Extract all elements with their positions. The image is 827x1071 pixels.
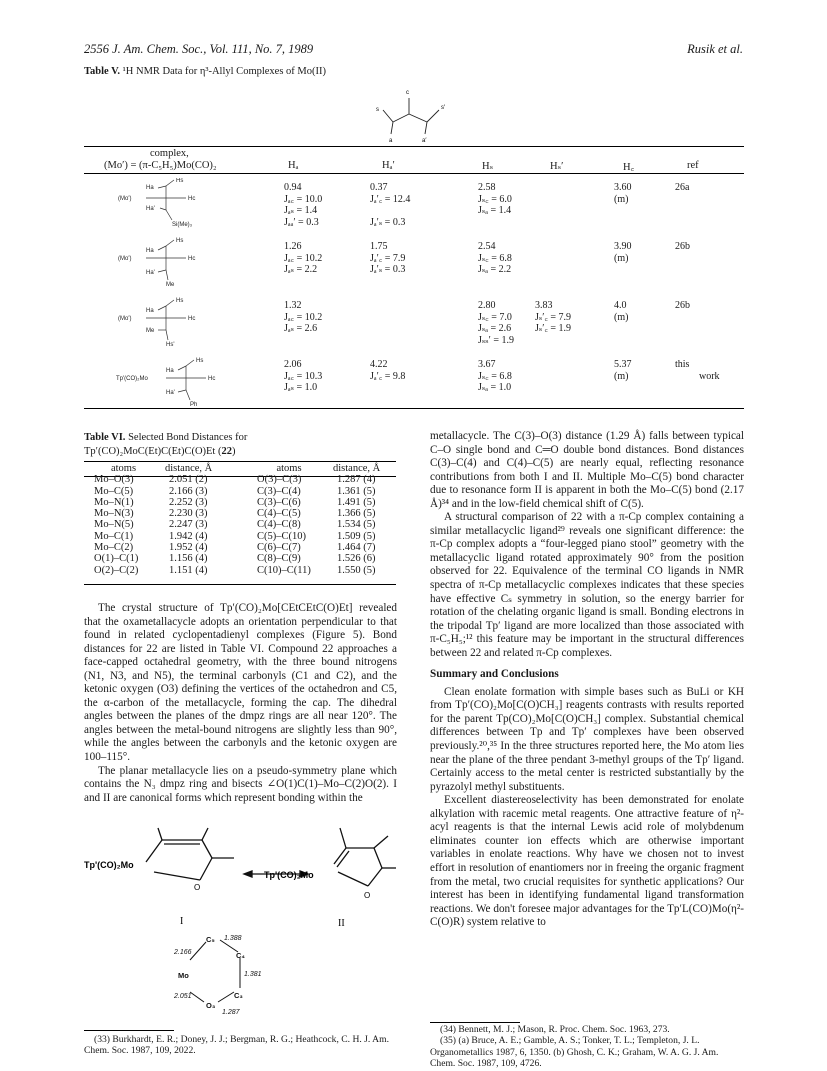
right-footnote-rule: [430, 1022, 520, 1023]
t5-cell: 3.60: [614, 182, 632, 193]
t5-cell: (m): [614, 370, 629, 382]
s1-hc: Hc: [188, 196, 196, 202]
t5-cell: Jₐₛ = 1.4: [284, 205, 318, 216]
table6-cell: Mo–C(5): [94, 485, 134, 497]
s4-hs: Hs: [196, 358, 204, 364]
table6-cell: 1.534 (5): [337, 519, 376, 531]
t5-r4-hap: [370, 359, 405, 382]
footnote-34: (34) Bennett, M. J.; Mason, R. Proc. Chem. Soc. 1963, 273.: [440, 1024, 670, 1035]
table6-row: [84, 553, 396, 564]
s1-mo: (Mo'): [118, 196, 132, 202]
table6-cell: C(6)–C(7): [257, 542, 301, 554]
table5-header-hc: H꜀: [623, 162, 635, 173]
table6-col-distance-2: distance, Å: [333, 463, 381, 474]
allyl-label-s-prime: s′: [441, 105, 446, 111]
table6-header-row: [84, 463, 396, 474]
t5-cell: 3.67: [478, 359, 496, 370]
table5-header-ref: ref: [687, 160, 699, 171]
s2-hs: Hs: [176, 238, 184, 244]
resonance-scheme: [84, 820, 396, 1020]
s2-sub: Me: [166, 282, 175, 288]
left-column: [84, 602, 397, 805]
t5-cell: Jₐ′꜀ = 7.9: [370, 252, 406, 264]
table5-header-hsp: Hₛ′: [550, 161, 564, 172]
t5-cell: 4.0: [614, 300, 627, 311]
t5-cell: Jₐₛ = 2.6: [284, 323, 318, 334]
scheme-o-left: O: [194, 883, 201, 892]
table6-cell: 1.952 (4): [169, 542, 208, 554]
t5-cell: 3.83: [535, 300, 553, 311]
table6-row: [84, 497, 396, 508]
t5-cell: Jₛ′꜀ = 1.9: [535, 323, 572, 334]
t5-r1-hs: [478, 182, 512, 217]
ring-c5: C₅: [206, 935, 215, 944]
table6-row: [84, 542, 396, 553]
ring-o3: O₃: [206, 1001, 216, 1010]
table6-cell: O(3)–C(3): [257, 474, 302, 486]
t5-r4-hs: [478, 359, 512, 394]
s3-hs: Hs: [176, 298, 184, 304]
table6-cell: 1.526 (6): [337, 553, 376, 565]
table6-cell: C(8)–C(9): [257, 553, 301, 565]
running-header-left: 2556 J. Am. Chem. Soc., Vol. 111, No. 7, 1989: [84, 42, 314, 56]
allyl-label-a-prime: a′: [422, 138, 427, 144]
allyl-label-s: s: [376, 107, 379, 113]
table6-cell: C(4)–C(5): [257, 508, 301, 520]
table6-cell: 1.287 (4): [337, 474, 376, 486]
table6-cell: Mo–N(5): [94, 519, 134, 531]
scheme-label-right: Tp'(CO)₂Mo: [264, 870, 314, 880]
table6-cell: Mo–C(1): [94, 530, 134, 542]
t5-cell: Jₛₛ′ = 1.9: [478, 334, 514, 346]
table6-caption-label: Table VI.: [84, 432, 126, 443]
t5-r3-ref: 26b: [675, 300, 690, 311]
t5-cell: this: [675, 359, 690, 370]
t5-cell: Jₐ꜀ = 10.2: [284, 311, 323, 323]
table6-col-atoms: atoms: [110, 463, 137, 474]
ring-d5: 1.287: [222, 1009, 240, 1016]
t5-cell: Jₐ′ₛ = 0.3: [370, 216, 406, 228]
t5-cell: Jₛ꜀ = 6.8: [478, 370, 512, 382]
table6-cell: 1.361 (5): [337, 485, 376, 497]
table6-row: [84, 474, 396, 485]
left-footnote-rule: [84, 1030, 174, 1031]
t5-r3-hc: [614, 300, 628, 323]
allyl-label-c: c: [406, 90, 409, 96]
t5-cell: Jₐₛ = 1.0: [284, 382, 318, 393]
t5-r2-hc: [614, 241, 632, 264]
t5-cell: 1.75: [370, 241, 388, 252]
t5-r3-hsp: [535, 300, 571, 335]
allyl-label-a: a: [389, 138, 393, 144]
t5-cell: Jₛₐ = 1.4: [478, 205, 512, 216]
t5-cell: work: [699, 370, 720, 382]
s2-mo: (Mo'): [118, 256, 132, 262]
table6-cell: C(5)–C(10): [257, 530, 306, 542]
t5-cell: Jₐₛ = 2.2: [284, 264, 318, 275]
table6-cell: 2.252 (3): [169, 496, 208, 508]
t5-cell: Jₛ′꜀ = 7.9: [535, 311, 572, 323]
t5-cell: 2.80: [478, 300, 496, 311]
t5-r2-hs: [478, 241, 512, 276]
table6-cell: C(3)–C(6): [257, 496, 301, 508]
table6-cell: 2.166 (3): [169, 485, 208, 497]
table6-cell: 2.051 (2): [169, 474, 208, 486]
left-paragraph-1: The crystal structure of Tp′(CO)₂Mo[CEtCEtC(O)Et] revealed that the oxametallacycle adopts an orientation perpendicular to that found in related cyclopentadienyl complexes (Figure 5). Bond distances for 22 are listed in Table VI. Compound 22 approaches a face-capped octahedral geometry, with the three bound nitrogens (N1, N3, and N5), the terminal carbonyls (C1 and C2), and the ketonic oxygen (O3) defining the vertices of the octahedron and C5, the α-carbon of the metallacycle, forming the cap. The dihedral angles between the planes of the dmpz rings are all near 120°. The angles between the metal-bound nitrogens are slightly less than 90°, while the angles between the carbonyls and the ketonic oxygen are 100–115°.: [84, 602, 397, 764]
ring-d4: 2.051: [174, 993, 192, 1000]
table6-cell: C(10)–C(11): [257, 564, 311, 576]
table5-header-hap: Hₐ′: [382, 160, 395, 171]
t5-r2-ha: [284, 241, 322, 276]
table6-cell: C(3)–C(4): [257, 485, 301, 497]
table6-cell: Mo–N(1): [94, 496, 134, 508]
t5-cell: Jₐₐ′ = 0.3: [284, 216, 319, 228]
t5-cell: 0.37: [370, 182, 388, 193]
t5-r1-ha: [284, 182, 322, 228]
right-paragraph-2: A structural comparison of 22 with a π-Cp complex containing a similar metallacyclic ligand²⁹ reveals one significant difference: the π-Cp complex adopts a “four-legged piano stool” geometry with the metallacyclic ligand rotated approximately 90° from the position observed for 22. Equivalence of the terminal CO ligands in NMR spectra of π-Cp metallacyclic complexes indicates that these species have effective Cₛ symmetry in solution, so the energy barrier for rotation of the chelating organic ligand is small. Bonding electrons in the tripodal Tp′ ligand are more localized than those associated with π-C₅H₅;¹² this feature may be important in the structural differences between 22 and related π-Cp complexes.: [430, 511, 744, 659]
t5-cell: Jₛₐ = 2.6: [478, 323, 512, 334]
s4-sub: Ph: [190, 402, 198, 406]
table6-caption-2: [84, 446, 235, 457]
table5-top-rule: [84, 146, 744, 147]
ring-d2: 2.166: [174, 949, 192, 956]
table6-cell: 1.550 (5): [337, 564, 376, 576]
t5-cell: (m): [614, 311, 629, 323]
t5-cell: 2.54: [478, 241, 496, 252]
table6-cell: 1.509 (5): [337, 530, 376, 542]
table6-body: [84, 474, 396, 576]
t5-r4-ref: [675, 359, 720, 382]
table6-cell: Mo–N(3): [94, 508, 134, 520]
ring-mo: Mo: [178, 971, 189, 980]
table6-cell: 2.230 (3): [169, 508, 208, 520]
table5-header-complex-1: complex,: [150, 148, 189, 159]
right-paragraph-4: Excellent diastereoselectivity has been demonstrated for enolate alkylation with racemic metal reagents. One attractive feature of η²-acyl reagents is that the internal Lewis acid role of molybdenum eliminates counter ion effects which are otherwise important variables in enolate reactions. Why have we chosen not to invest effort in resolution of enantiomers nor in freeing the organic fragment from the metal, two crucial requisites for synthetic applications? Our interest has been in identifying fundamental ligand transformation reactions. We don't foresee major advantages for the Tp′L(CO)Mo(η²-C(O)R) system relative to: [430, 794, 744, 929]
t5-cell: 0.94: [284, 182, 302, 193]
table6-cell: 1.151 (4): [169, 564, 208, 576]
left-paragraph-2: The planar metallacycle lies on a pseudo-symmetry plane which contains the N₃ dmpz ring and bisects ∠O(1)C(1)–Mo–C(2)O(2). I and II are canonical forms which represent bonding within the: [84, 764, 397, 804]
t5-cell: Jₐ꜀ = 10.3: [284, 370, 323, 382]
table5-header-ha: Hₐ: [288, 160, 299, 171]
table6-caption-formula: Tp′(CO)₂MoC(Et)C(Et)C(O)Et (: [84, 446, 222, 457]
t5-r1-hc: [614, 182, 632, 205]
s1-hap: Ha': [146, 206, 155, 212]
t5-r3-hs: [478, 300, 514, 346]
t5-cell: (m): [614, 252, 629, 264]
t5-cell: [370, 205, 410, 217]
t5-cell: Jₐ′꜀ = 9.8: [370, 370, 406, 382]
table6-caption-num: 22: [221, 446, 232, 457]
table6-cell: 1.366 (5): [337, 508, 376, 520]
t5-cell: Jₛₐ = 2.2: [478, 264, 512, 275]
s4-ha: Ha: [166, 368, 174, 374]
table6: [84, 463, 396, 576]
s2-hap: Ha': [146, 270, 155, 276]
t5-cell: 5.37: [614, 359, 632, 370]
table6-cell: 2.247 (3): [169, 519, 208, 531]
t5-cell: Jₐ′ₛ = 0.3: [370, 264, 406, 275]
table6-cell: O(2)–C(2): [94, 564, 139, 576]
scheme-o-right: O: [364, 891, 371, 900]
ring-d3: 1.381: [244, 971, 262, 978]
scheme-roman-1: I: [180, 916, 184, 927]
footnote-33: (33) Burkhardt, E. R.; Doney, J. J.; Bergman, R. G.; Heathcock, C. H. J. Am. Chem. Soc. 1987, 109, 2022.: [84, 1034, 389, 1057]
table6-cell: C(4)–C(8): [257, 519, 301, 531]
s2-hc: Hc: [188, 256, 196, 262]
ring-c3: C₃: [234, 991, 243, 1000]
table6-cell: 1.491 (5): [337, 496, 376, 508]
table6-grid: [84, 463, 396, 576]
t5-cell: Jₐ꜀ = 10.0: [284, 193, 323, 205]
table6-col-atoms-2: atoms: [276, 463, 302, 474]
s4-hap: Ha': [166, 390, 175, 396]
ring-c4: C₄: [236, 951, 245, 960]
t5-cell: 1.26: [284, 241, 302, 252]
table5-header-rule: [84, 173, 744, 174]
t5-cell: 2.06: [284, 359, 302, 370]
t5-cell: 4.22: [370, 359, 388, 370]
s3-hc: Hc: [188, 316, 196, 322]
t5-r1-hap: [370, 182, 410, 228]
table5-header-hs: Hₛ: [482, 161, 494, 172]
table6-caption-1: [84, 432, 247, 443]
scheme-label-left: Tp'(CO)₂Mo: [84, 860, 134, 870]
table6-caption-end: ): [231, 446, 236, 457]
running-header-right: Rusik et al.: [687, 42, 743, 56]
table5-caption-text: ¹H NMR Data for η³-Allyl Complexes of Mo(II): [120, 66, 327, 77]
table6-cell: 1.942 (4): [169, 530, 208, 542]
t5-cell: Jₐ′꜀ = 12.4: [370, 193, 411, 205]
t5-cell: Jₐ꜀ = 10.2: [284, 252, 323, 264]
table5-bottom-rule: [84, 408, 744, 409]
right-paragraph-3: Clean enolate formation with simple bases such as BuLi or KH from Tp′(CO)₂Mo[C(O)CH₃] reagents contrasts with results reported for the parent Tp(CO)₂Mo[C(O)CH₃] complex. Substantial chemical differences between Tp and Tp′ complexes have been observed previously.²⁰,³⁵ In the three structures reported here, the Mo atom lies near the plane of the three pendant 3-methyl groups of the Tp′ ligand. Certainly access to the metal center is restricted substantially by the pyrazolyl methyl substituents.: [430, 685, 744, 793]
table6-row: [84, 508, 396, 519]
table6-row: [84, 565, 396, 576]
table6-cell: O(1)–C(1): [94, 553, 139, 565]
t5-cell: Jₛ꜀ = 6.0: [478, 193, 512, 205]
right-paragraph-1: metallacycle. The C(3)–O(3) distance (1.29 Å) falls between typical C–O single bond and C═O double bond distances. Bond distances C(3)–C(4) and C(4)–C(5) are nearly equal, reflecting resonance contributions from both I and II. Multiple Mo–C(5) bond character due to resonance form II is apparent in both the Mo–C(5) bond (2.17 Å)³⁴ and in the low-field chemical shift of C(5).: [430, 430, 744, 510]
table6-col-distance: distance, Å: [165, 463, 213, 474]
t5-r4-ha: [284, 359, 322, 394]
s2-ha: Ha: [146, 248, 154, 254]
t5-cell: 1.32: [284, 300, 302, 311]
s3-me: Me: [146, 328, 155, 334]
table5-header-complex-2: (Mo′) = (π-C₅H₅)Mo(CO)₂: [104, 160, 217, 171]
table6-cell: 1.464 (7): [337, 542, 376, 554]
t5-r3-ha: [284, 300, 322, 335]
table6-row: [84, 519, 396, 530]
t5-cell: Jₛₐ = 1.0: [478, 382, 512, 393]
s3-ha: Ha: [146, 308, 154, 314]
table6-bottom-rule: [84, 584, 396, 585]
table6-row: [84, 486, 396, 497]
scheme-roman-2: II: [338, 918, 345, 929]
s4-hc: Hc: [208, 376, 216, 382]
s1-hs: Hs: [176, 178, 184, 184]
s1-sub: Si(Me)₃: [172, 222, 193, 228]
t5-cell: (m): [614, 193, 629, 205]
table5-structures: [116, 178, 256, 406]
t5-r4-hc: [614, 359, 632, 382]
table6-cell: 1.156 (4): [169, 553, 208, 565]
table6-caption-text: Selected Bond Distances for: [125, 432, 248, 443]
s1-ha: Ha: [146, 185, 154, 191]
t5-r2-ref: 26b: [675, 241, 690, 252]
t5-cell: Jₛ꜀ = 6.8: [478, 252, 512, 264]
section-heading: Summary and Conclusions: [430, 668, 559, 681]
t5-cell: 3.90: [614, 241, 632, 252]
ring-d1: 1.388: [224, 935, 242, 942]
table5-caption: [84, 66, 326, 77]
table6-cell: Mo–C(2): [94, 542, 134, 554]
t5-cell: 2.58: [478, 182, 496, 193]
table6-row: [84, 531, 396, 542]
table6-cell: Mo–O(3): [94, 474, 134, 486]
t5-cell: Jₛ꜀ = 7.0: [478, 311, 512, 323]
t5-r2-hap: [370, 241, 405, 276]
t5-r1-ref: 26a: [675, 182, 690, 193]
s3-mo: (Mo'): [118, 316, 132, 322]
table5-caption-label: Table V.: [84, 66, 120, 77]
allyl-diagram: [365, 84, 475, 146]
s3-hsp: Hs': [166, 342, 175, 348]
right-footnotes: [430, 1024, 744, 1069]
table6-top-rule: [84, 461, 396, 462]
footnote-35: (35) (a) Bruce, A. E.; Gamble, A. S.; Tonker, T. L.; Templeton, J. L. Organometallics 1987, 6, 1350. (b) Ghosh, C. K.; Graham, W. A. G. J. Am. Chem. Soc. 1987, 109, 4726.: [430, 1035, 719, 1069]
right-column: [430, 430, 744, 930]
s4-mo: Tp'(CO)₂Mo: [116, 376, 148, 382]
